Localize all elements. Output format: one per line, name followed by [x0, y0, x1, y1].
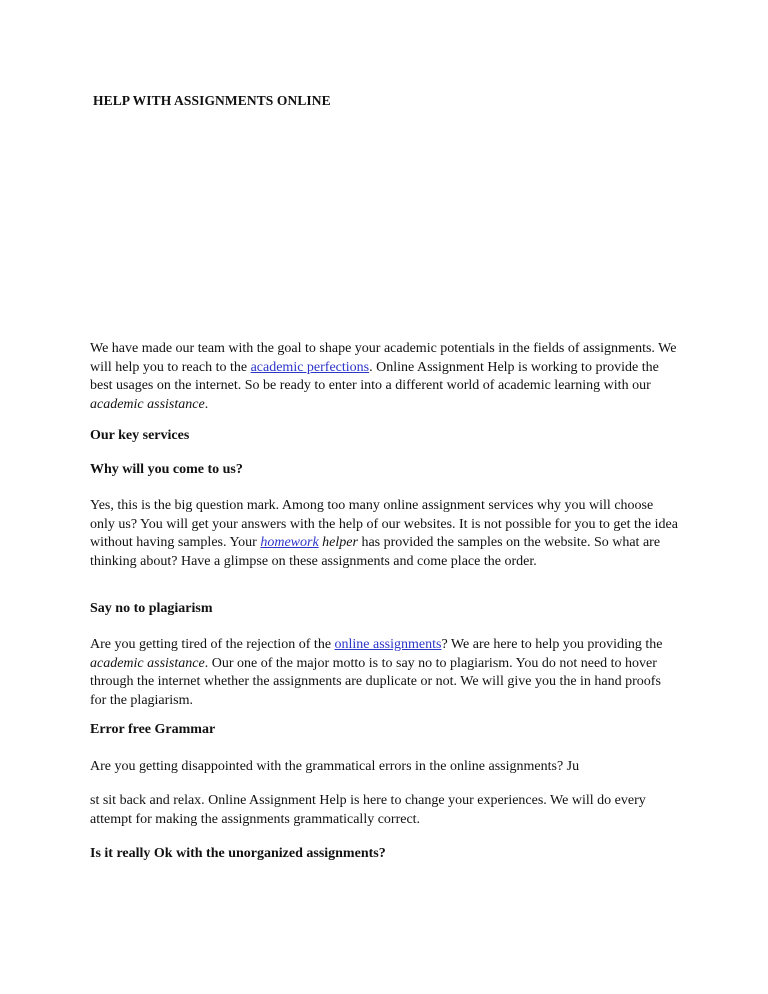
homework-link[interactable]	[260, 535, 318, 550]
heading-unorganized: Is it really Ok with the unorganized assignments?	[90, 846, 386, 861]
homework-link-text: homework	[260, 535, 319, 550]
helper-emphasis: helper	[318, 535, 358, 550]
plagiarism-text-2: ? We are here to help you providing the	[441, 637, 663, 652]
grammar-paragraph-2: st sit back and relax. Online Assignment Help is here to change your experiences. We will do every attempt for making the assignments grammatically correct.	[90, 793, 646, 827]
intro-text-3: .	[204, 396, 209, 412]
online-assignments-link[interactable]: online assignments	[334, 637, 442, 652]
heading-key-services: Our key services	[90, 428, 190, 443]
heading-plagiarism: Say no to plagiarism	[90, 601, 213, 616]
intro-text-2: . Online Assignment Help is working to provide the best usages on the internet. So be ready to enter into a different world of academic learning with our	[90, 359, 659, 393]
document-title: HELP WITH ASSIGNMENTS ONLINE	[93, 93, 331, 108]
grammar-paragraph-1: Are you getting disappointed with the grammatical errors in the online assignments? Ju	[90, 759, 580, 774]
heading-grammar: Error free Grammar	[90, 722, 216, 737]
academic-perfections-link[interactable]: academic perfections	[250, 359, 370, 375]
plagiarism-emphasis: academic assistance	[90, 655, 205, 671]
intro-paragraph	[90, 340, 680, 414]
plagiarism-paragraph	[90, 636, 680, 710]
why-paragraph	[90, 497, 680, 571]
heading-why-us: Why will you come to us?	[90, 462, 243, 477]
plagiarism-text-3: . Our one of the major motto is to say no to plagiarism. You do not need to hover through the internet whether the assignments are duplicate or not. We will give you the in hand proofs for the plagiarism.	[90, 655, 661, 708]
plagiarism-text-1: Are you getting tired of the rejection of the	[90, 637, 335, 652]
why-text-2: has provided the samples on the website. So what are thinking about? Have a glimpse on these assignments and come place the order.	[90, 535, 661, 569]
intro-emphasis: academic assistance	[90, 396, 205, 412]
intro-text-1: We have made our team with the goal to shape your academic potentials in the fields of assignments. We will help you to reach to the	[90, 341, 677, 375]
why-text-1: Yes, this is the big question mark. Among too many online assignment services why you will choose only us? You will get your answers with the help of our websites. It is not possible for you to get the idea without having samples. Your	[90, 498, 678, 550]
